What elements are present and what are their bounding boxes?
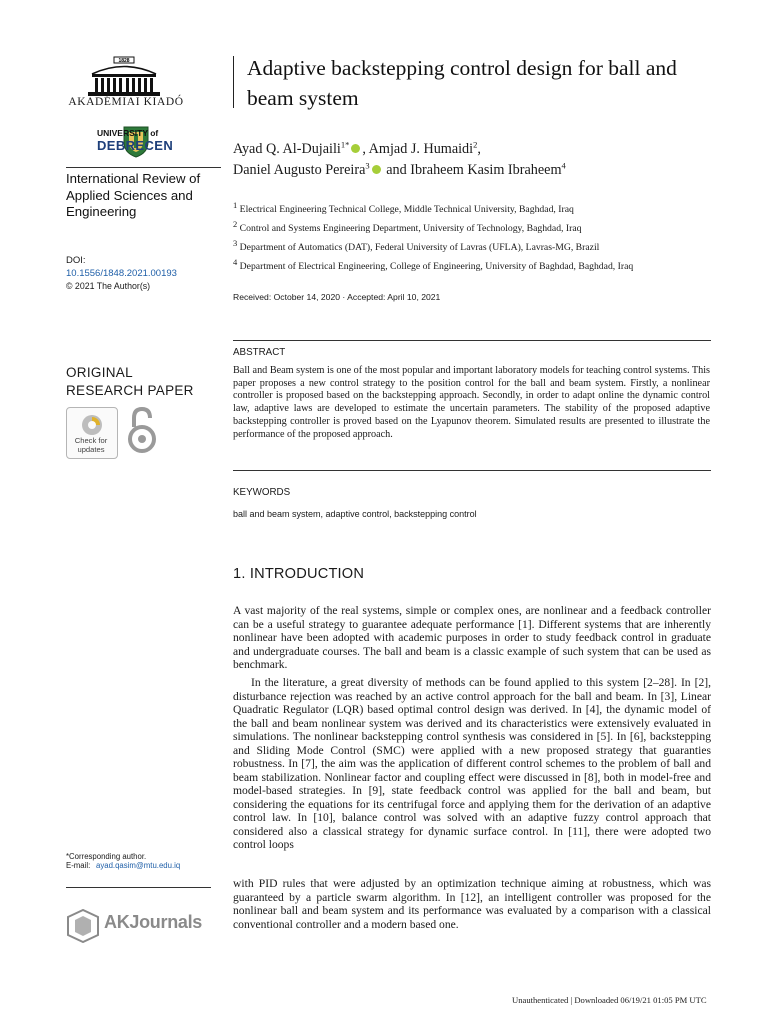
orcid-icon[interactable] <box>372 165 381 174</box>
affiliation-num: 4 <box>233 256 238 267</box>
affiliation-num: 3 <box>233 237 238 248</box>
doi-link[interactable]: 10.1556/1848.2021.00193 <box>66 268 177 279</box>
keywords-text: ball and beam system, adaptive control, backstepping control <box>233 509 477 519</box>
author-sup: 2 <box>473 139 478 150</box>
affiliation <box>233 237 713 253</box>
affiliation-num: 1 <box>233 199 238 210</box>
open-access-icon <box>124 405 160 457</box>
copyright-text: © 2021 The Author(s) <box>66 281 151 291</box>
affiliation <box>233 256 713 272</box>
abstract-heading: ABSTRACT <box>233 347 286 358</box>
publisher-year: 1828 <box>118 58 130 65</box>
akjournals-logo-icon <box>66 909 100 943</box>
author[interactable]: Amjad J. Humaidi <box>368 141 474 157</box>
separator: , <box>477 141 481 157</box>
author-sup: 3 <box>365 160 370 171</box>
orcid-icon[interactable] <box>351 144 360 153</box>
check-updates-icon <box>80 413 104 437</box>
title-rule <box>233 56 234 108</box>
author[interactable]: Ayad Q. Al-Dujaili <box>233 141 341 157</box>
section-heading: 1. INTRODUCTION <box>233 566 365 582</box>
affiliation-text: Control and Systems Engineering Department, University of Technology, Baghdad, Iraq <box>239 223 582 234</box>
affiliation-num: 2 <box>233 218 238 229</box>
akjournals-text: AKJournals <box>104 912 203 932</box>
divider <box>233 340 711 341</box>
email-link[interactable]: ayad.qasim@mtu.edu.iq <box>96 861 181 870</box>
affiliation <box>233 218 713 234</box>
paragraph: In the literature, a great diversity of methods can be found applied to this system [2–28]. In [2], disturbance rejection was reached by an active control approach for the ball and beam. In [3], Linear Quadratic Regulator (LQR) based optimal control design was derived. In [4], the dynamic model of the ball and beam nonlinear system was derived and its characteristics were extensively evaluated in simulations. The nonlinear backstepping control synthesis was considered in [5]. In [6], backstepping and Sliding Mode Control (SMC) were applied with a new proposed strategy that guaranties robustness. In [7], the aim was the application of different control schemes to the problem of ball and beam stabilization. Nonlinear factor and coupling effect were discussed in [8], both in model-free and model-based strategies. In [9], state feedback control was applied for the ball and beam, but considering the equations for its centrifugal force and applying them for the derivation of an adaptive control law. In [10], balance control was solved with an adaptive fuzzy control approach that considered also a classical strategy for dynamic surface control. In [11], there were adopted two control loops <box>233 676 711 851</box>
divider <box>66 167 221 168</box>
affiliation-text: Department of Automatics (DAT), Federal University of Lavras (UFLA), Lavras-MG, Brazil <box>239 242 600 253</box>
received-accepted-dates: Received: October 14, 2020 · Accepted: April 10, 2021 <box>233 292 441 302</box>
author[interactable]: Ibraheem Kasim Ibraheem <box>410 162 562 178</box>
author-sup: 4 <box>561 160 566 171</box>
university-line2: DEBRECEN <box>97 138 174 153</box>
building-logo-icon <box>84 56 164 98</box>
email-label: E-mail: <box>66 861 91 870</box>
affiliation-text: Department of Electrical Engineering, College of Engineering, University of Baghdad, Baghdad, Iraq <box>239 261 634 272</box>
university-line1: UNIVERSITY of <box>97 128 159 138</box>
divider <box>233 470 711 471</box>
author-sup: 1* <box>340 139 350 150</box>
and-text: and <box>386 162 407 178</box>
check-updates-label[interactable]: Check for updates <box>74 436 108 454</box>
abstract-text: Ball and Beam system is one of the most popular and important laboratory models for teaching control systems. This paper proposes a new control strategy to the position control for the ball and beam system. Firstly, a nonlinear controller is proposed based on the backstepping approach. Secondly, in order to adapt online the dynamic control law, adaptive laws are developed to estimate the uncertain parameters. The stability of the proposed adaptive backstepping controller is proved based on the Lyapunov theorem. Simulated results are presented to illustrate the performance of the proposed approach. <box>233 365 710 440</box>
journal-name[interactable]: International Review of Applied Sciences and Engineering <box>66 171 201 219</box>
publisher-name: AKADÉMIAI KIADÓ <box>68 96 184 108</box>
download-footer: Unauthenticated | Downloaded 06/19/21 01:05 PM UTC <box>512 995 707 1005</box>
keywords-heading: KEYWORDS <box>233 487 291 498</box>
doi-label: DOI: <box>66 255 86 266</box>
corresponding-note: *Corresponding author. <box>66 852 147 861</box>
affiliation <box>233 199 713 215</box>
article-title: Adaptive backstepping control design for ball and beam system <box>247 56 677 110</box>
author-list <box>233 139 713 181</box>
divider <box>66 887 211 888</box>
author[interactable]: Daniel Augusto Pereira <box>233 162 366 178</box>
separator: , <box>362 141 366 157</box>
affiliation-text: Electrical Engineering Technical College, Middle Technical University, Baghdad, Iraq <box>239 204 574 215</box>
paragraph: with PID rules that were adjusted by an optimization technique aiming at robustness, which was guaranteed by a particle swarm algorithm. In [12], an intelligent controller was proposed for the nonlinear ball and beam system and its performance was evaluated by a comparison with a classical conventional controller and a modern based one. <box>233 877 711 931</box>
paragraph: A vast majority of the real systems, simple or complex ones, are nonlinear and a feedback controller can be a useful strategy to guarantee adequate performance [1]. Different systems that are inherently nonlinear have been adopted with academic purposes in order to study feedback control in graduate and undergraduate courses. The ball and beam is a classic example of such system that can be used as benchmark. <box>233 604 711 671</box>
article-type: ORIGINAL RESEARCH PAPER <box>66 365 194 398</box>
